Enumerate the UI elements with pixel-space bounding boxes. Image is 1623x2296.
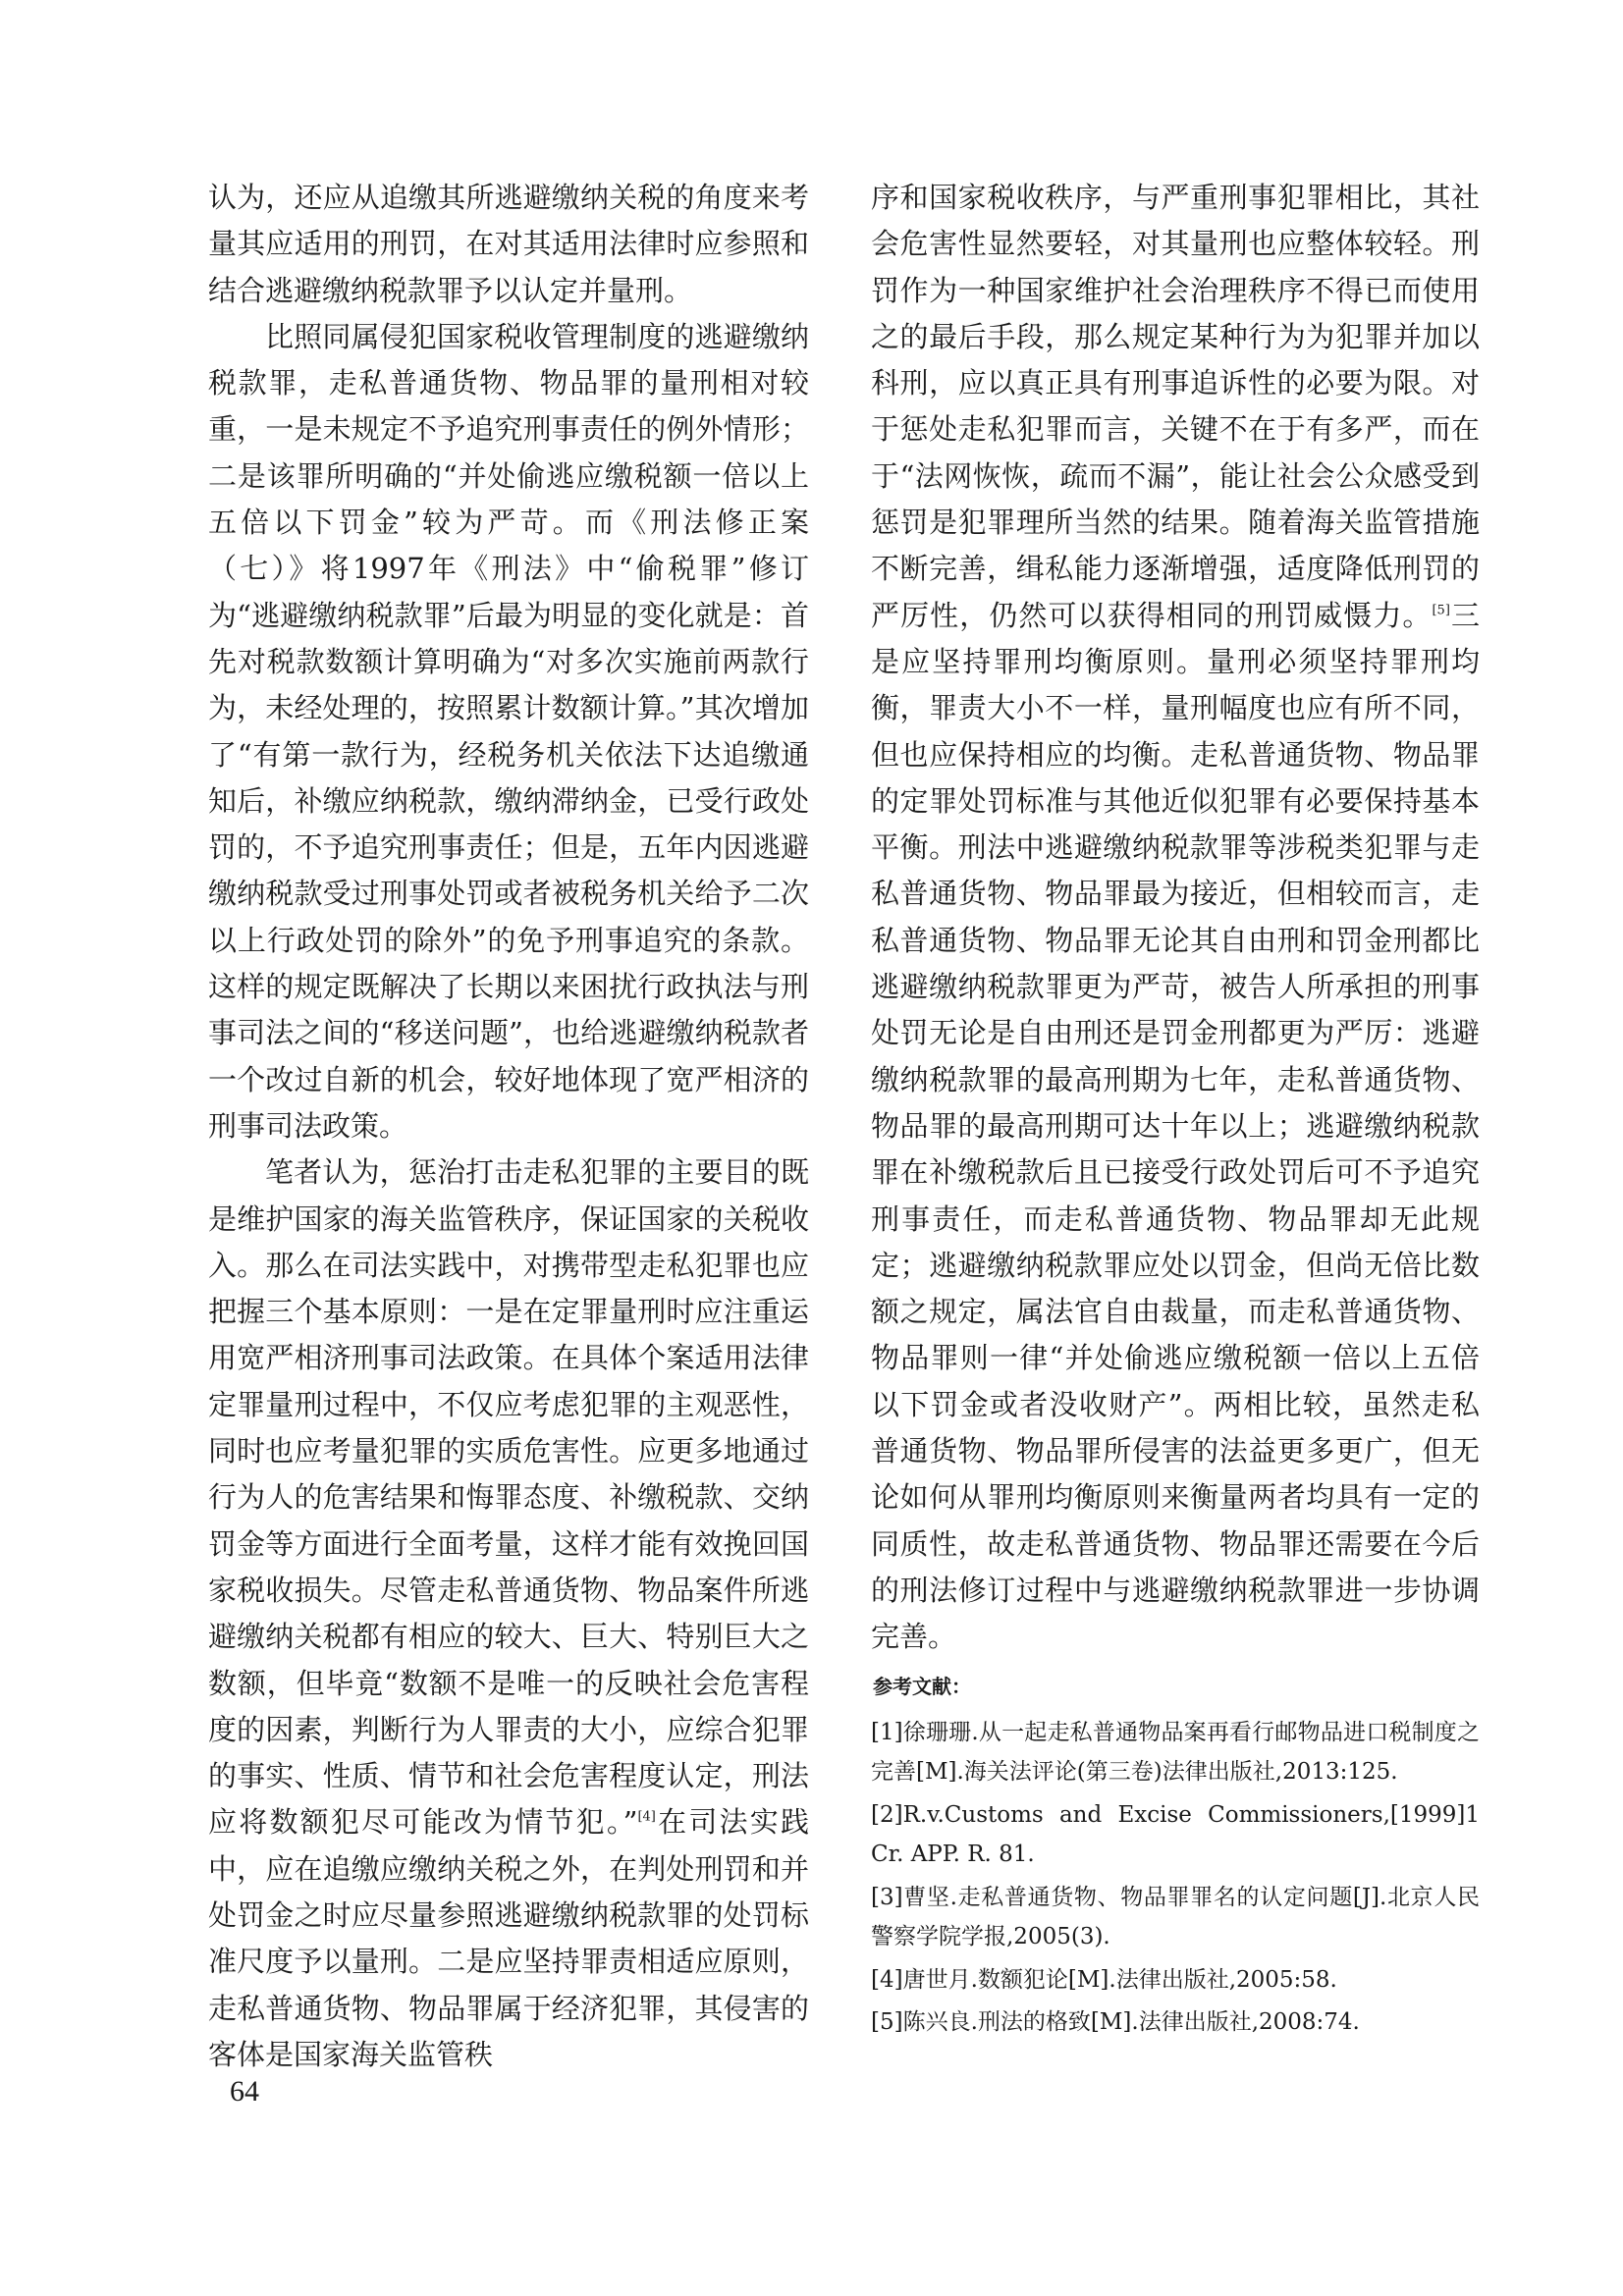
reference-item-3: [3]曹坚.走私普通货物、物品罪罪名的认定问题[J].北京人民警察学院学报,2005(3).	[871, 1884, 1480, 1949]
body-paragraph-4	[871, 175, 1480, 1661]
body-paragraph-3-text: 笔者认为，惩治打击走私犯罪的主要目的既是维护国家的海关监管秩序，保证国家的关税收入。那么在司法实践中，对携带型走私犯罪也应把握三个基本原则：一是在定罪量刑时应注重运用宽严相济刑事司法政策。在具体个案适用法律定罪量刑过程中，不仅应考虑犯罪的主观恶性，同时也应考量犯罪的实质危害性。应更多地通过行为人的危害结果和悔罪态度、补缴税款、交纳罚金等方面进行全面考量，这样才能有效挽回国家税收损失。尽管走私普通货物、物品案件所逃避缴纳关税都有相应的较大、巨大、特别巨大之数额，但毕竟“数额不是唯一的反映社会危害程度的因素，判断行为人罪责的大小，应综合犯罪的事实、性质、情节和社会危害程度认定，刑法应将数额犯尽可能改为情节犯。”	[208, 1155, 809, 1840]
reference-item-5: [5]陈兴良.刑法的格致[M].法律出版社,2008:74.	[871, 2009, 1360, 2035]
body-paragraph-1: 认为，还应从追缴其所逃避缴纳关税的角度来考量其应适用的刑罚，在对其适用法律时应参照和结合逃避缴纳税款罪予以认定并量刑。	[208, 181, 809, 307]
body-paragraph-3-continued: 在司法实践中，应在追缴应缴纳关税之外，在判处刑罚和并处罚金之时应尽量参照逃避缴纳税款罪的处罚标准尺度予以量刑。二是应坚持罪责相适应原则，走私普通货物、物品罪属于经济犯罪，其侵害的客体是国家海关监管秩	[208, 1805, 809, 2071]
right-column	[871, 175, 1480, 2046]
left-column	[208, 175, 809, 2078]
body-paragraph-3	[208, 1149, 809, 2078]
citation-marker-5: [5]	[1432, 602, 1450, 617]
references-list	[871, 1713, 1480, 2043]
reference-item-4: [4]唐世月.数额犯论[M].法律出版社,2005:58.	[871, 1966, 1337, 1993]
body-paragraph-4-continued: 三是应坚持罪刑均衡原则。量刑必须坚持罪刑均衡，罪责大小不一样，量刑幅度也应有所不同，但也应保持相应的均衡。走私普通货物、物品罪的定罪处罚标准与其他近似犯罪有必要保持基本平衡。刑法中逃避缴纳税款罪等涉税类犯罪与走私普通货物、物品罪最为接近，但相较而言，走私普通货物、物品罪无论其自由刑和罚金刑都比逃避缴纳税款罪更为严苛，被告人所承担的刑事处罚无论是自由刑还是罚金刑都更为严厉：逃避缴纳税款罪的最高刑期为七年，走私普通货物、物品罪的最高刑期可达十年以上；逃避缴纳税款罪在补缴税款后且已接受行政处罚后可不予追究刑事责任，而走私普通货物、物品罪却无此规定；逃避缴纳税款罪应处以罚金，但尚无倍比数额之规定，属法官自由裁量，而走私普通货物、物品罪则一律“并处偷逃应缴税额一倍以上五倍以下罚金或者没收财产”。两相比较，虽然走私普通货物、物品罪所侵害的法益更多更广，但无论如何从罪刑均衡原则来衡量两者均具有一定的同质性，故走私普通货物、物品罪还需要在今后的刑法修订过程中与逃避缴纳税款罪进一步协调完善。	[871, 598, 1480, 1654]
body-paragraph-2: 比照同属侵犯国家税收管理制度的逃避缴纳税款罪，走私普通货物、物品罪的量刑相对较重，一是未规定不予追究刑事责任的例外情形；二是该罪所明确的“并处偷逃应缴税额一倍以上五倍以下罚金”较为严苛。而《刑法修正案（七）》将1997年《刑法》中“偷税罪”修订为“逃避缴纳税款罪”后最为明显的变化就是：首先对税款数额计算明确为“对多次实施前两款行为，未经处理的，按照累计数额计算。”其次增加了“有第一款行为，经税务机关依法下达追缴通知后，补缴应纳税款，缴纳滞纳金，已受行政处罚的，不予追究刑事责任；但是，五年内因逃避缴纳税款受过刑事处罚或者被税务机关给予二次以上行政处罚的除外”的免予刑事追究的条款。这样的规定既解决了长期以来困扰行政执法与刑事司法之间的“移送问题”，也给逃避缴纳税款者一个改过自新的机会，较好地体现了宽严相济的刑事司法政策。	[208, 319, 809, 1143]
reference-item-2: [2]R.v.Customs and Excise Commissioners,[1999]1 Cr. APP. R. 81.	[871, 1801, 1480, 1867]
reference-item-1: [1]徐珊珊.从一起走私普通物品案再看行邮物品进口税制度之完善[M].海关法评论(第三卷)法律出版社,2013:125.	[871, 1719, 1480, 1785]
references-heading: 参考文献：	[873, 1674, 971, 1698]
citation-marker-4: [4]	[637, 1809, 656, 1825]
body-paragraph-4-text: 序和国家税收秩序，与严重刑事犯罪相比，其社会危害性显然要轻，对其量刑也应整体较轻。刑罚作为一种国家维护社会治理秩序不得已而使用之的最后手段，那么规定某种行为为犯罪并加以科刑，应以真正具有刑事追诉性的必要为限。对于惩处走私犯罪而言，关键不在于有多严，而在于“法网恢恢，疏而不漏”，能让社会公众感受到惩罚是犯罪理所当然的结果。随着海关监管措施不断完善，缉私能力逐渐增强，适度降低刑罚的严厉性，仍然可以获得相同的刑罚威慑力。	[871, 181, 1480, 632]
page-number: 64	[230, 2075, 259, 2108]
